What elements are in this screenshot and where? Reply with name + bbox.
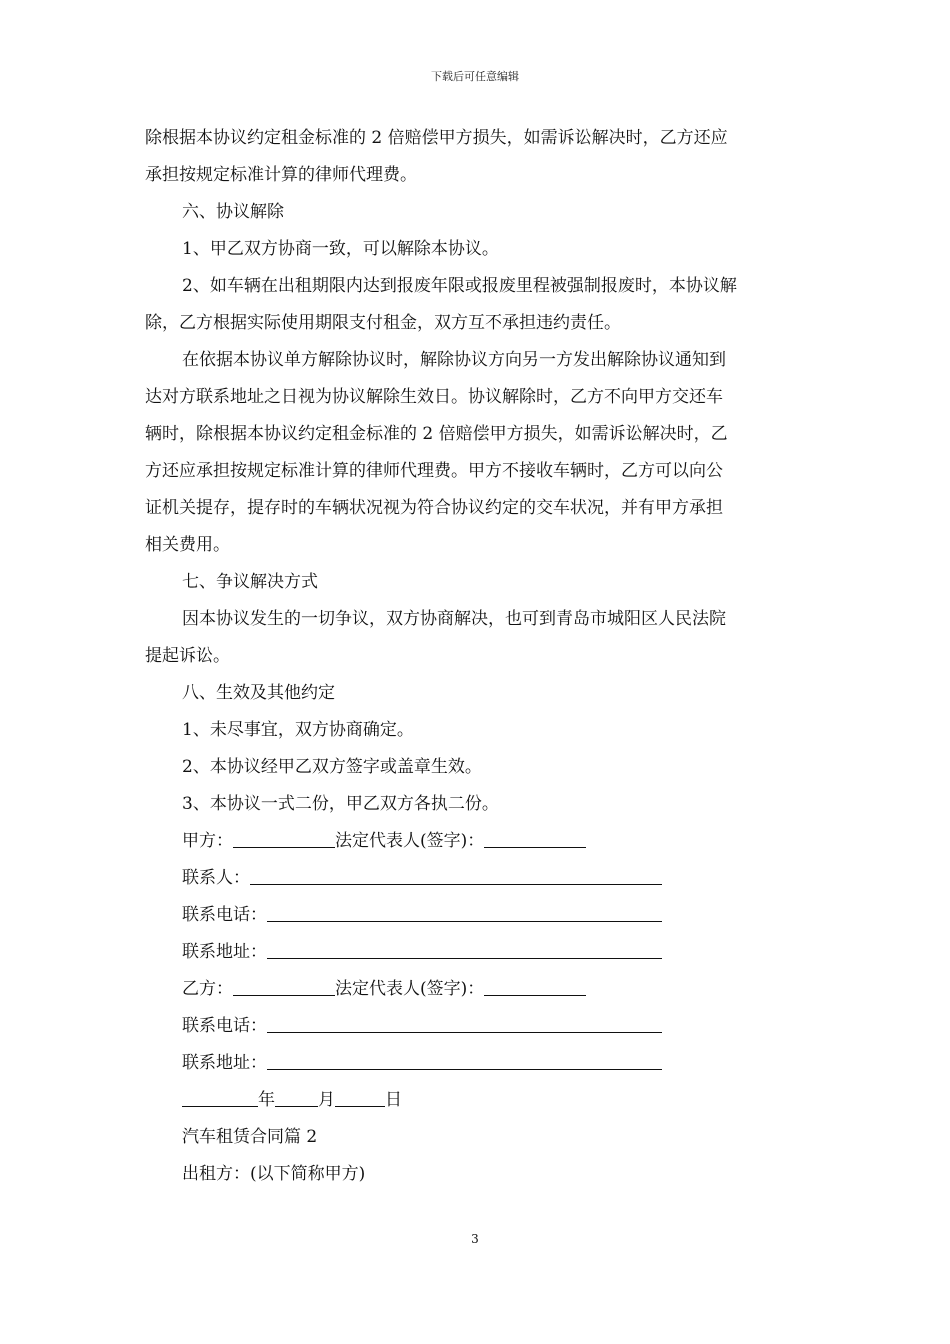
year-blank xyxy=(182,1089,258,1107)
paragraph-line: 除根据本协议约定租金标准的 2 倍赔偿甲方损失，如需诉讼解决时，乙方还应 xyxy=(145,128,728,148)
paragraph-line: 承担按规定标准计算的律师代理费。 xyxy=(145,165,417,185)
party-b-signature-line xyxy=(145,971,810,1008)
legal-rep-blank xyxy=(484,830,586,848)
day-blank xyxy=(335,1089,385,1107)
document-body xyxy=(145,120,810,1193)
paragraph-line: 达对方联系地址之日视为协议解除生效日。协议解除时，乙方不向甲方交还车 xyxy=(145,387,723,407)
section-heading: 八、生效及其他约定 xyxy=(182,683,335,703)
section-heading: 七、争议解决方式 xyxy=(182,572,318,592)
party-a-blank xyxy=(233,830,335,848)
lessor-line: 出租方：(以下简称甲方) xyxy=(182,1164,366,1184)
contact-person-label: 联系人： xyxy=(182,868,250,888)
paragraph-line: 因本协议发生的一切争议，双方协商解决，也可到青岛市城阳区人民法院 xyxy=(182,609,726,629)
contact-phone-line xyxy=(145,1008,810,1045)
party-b-label: 乙方： xyxy=(182,979,233,999)
contact-person-blank xyxy=(250,867,662,885)
paragraph-line: 3、本协议一式二份，甲乙双方各执二份。 xyxy=(182,794,499,814)
paragraph-line: 辆时，除根据本协议约定租金标准的 2 倍赔偿甲方损失，如需诉讼解决时，乙 xyxy=(145,424,728,444)
page-number: 3 xyxy=(471,1232,479,1246)
paragraph-line: 2、本协议经甲乙双方签字或盖章生效。 xyxy=(182,757,482,777)
legal-rep-label: 法定代表人(签字)： xyxy=(335,979,485,999)
paragraph-line: 相关费用。 xyxy=(145,535,230,555)
contact-phone-blank xyxy=(267,904,662,922)
legal-rep-label: 法定代表人(签字)： xyxy=(335,831,485,851)
party-b-blank xyxy=(233,978,335,996)
paragraph-line: 1、未尽事宜，双方协商确定。 xyxy=(182,720,414,740)
date-line xyxy=(145,1082,810,1119)
contact-phone-label: 联系电话： xyxy=(182,1016,267,1036)
contact-address-line xyxy=(145,1045,810,1082)
contact-address-blank xyxy=(267,1052,662,1070)
paragraph-line: 1、甲乙双方协商一致，可以解除本协议。 xyxy=(182,239,499,259)
paragraph-line: 方还应承担按规定标准计算的律师代理费。甲方不接收车辆时，乙方可以向公 xyxy=(145,461,723,481)
contact-address-label: 联系地址： xyxy=(182,1053,267,1073)
month-label: 月 xyxy=(318,1090,335,1110)
contact-phone-label: 联系电话： xyxy=(182,905,267,925)
contact-address-blank xyxy=(267,941,662,959)
contact-phone-line xyxy=(145,897,810,934)
section-heading: 六、协议解除 xyxy=(182,202,284,222)
contract-title-2: 汽车租赁合同篇 2 xyxy=(182,1127,318,1147)
month-blank xyxy=(275,1089,318,1107)
contact-person-line xyxy=(145,860,810,897)
paragraph-line: 2、如车辆在出租期限内达到报废年限或报废里程被强制报废时，本协议解 xyxy=(182,276,737,296)
contact-address-line xyxy=(145,934,810,971)
contact-phone-blank xyxy=(267,1015,662,1033)
paragraph-line: 证机关提存，提存时的车辆状况视为符合协议约定的交车状况，并有甲方承担 xyxy=(145,498,723,518)
page-header: 下载后可任意编辑 xyxy=(431,70,519,83)
day-label: 日 xyxy=(385,1090,402,1110)
legal-rep-blank xyxy=(484,978,586,996)
paragraph-line: 除，乙方根据实际使用期限支付租金，双方互不承担违约责任。 xyxy=(145,313,621,333)
contact-address-label: 联系地址： xyxy=(182,942,267,962)
party-a-signature-line xyxy=(145,823,810,860)
paragraph-line: 在依据本协议单方解除协议时，解除协议方向另一方发出解除协议通知到 xyxy=(182,350,726,370)
paragraph-line: 提起诉讼。 xyxy=(145,646,230,666)
year-label: 年 xyxy=(258,1090,275,1110)
party-a-label: 甲方： xyxy=(182,831,233,851)
